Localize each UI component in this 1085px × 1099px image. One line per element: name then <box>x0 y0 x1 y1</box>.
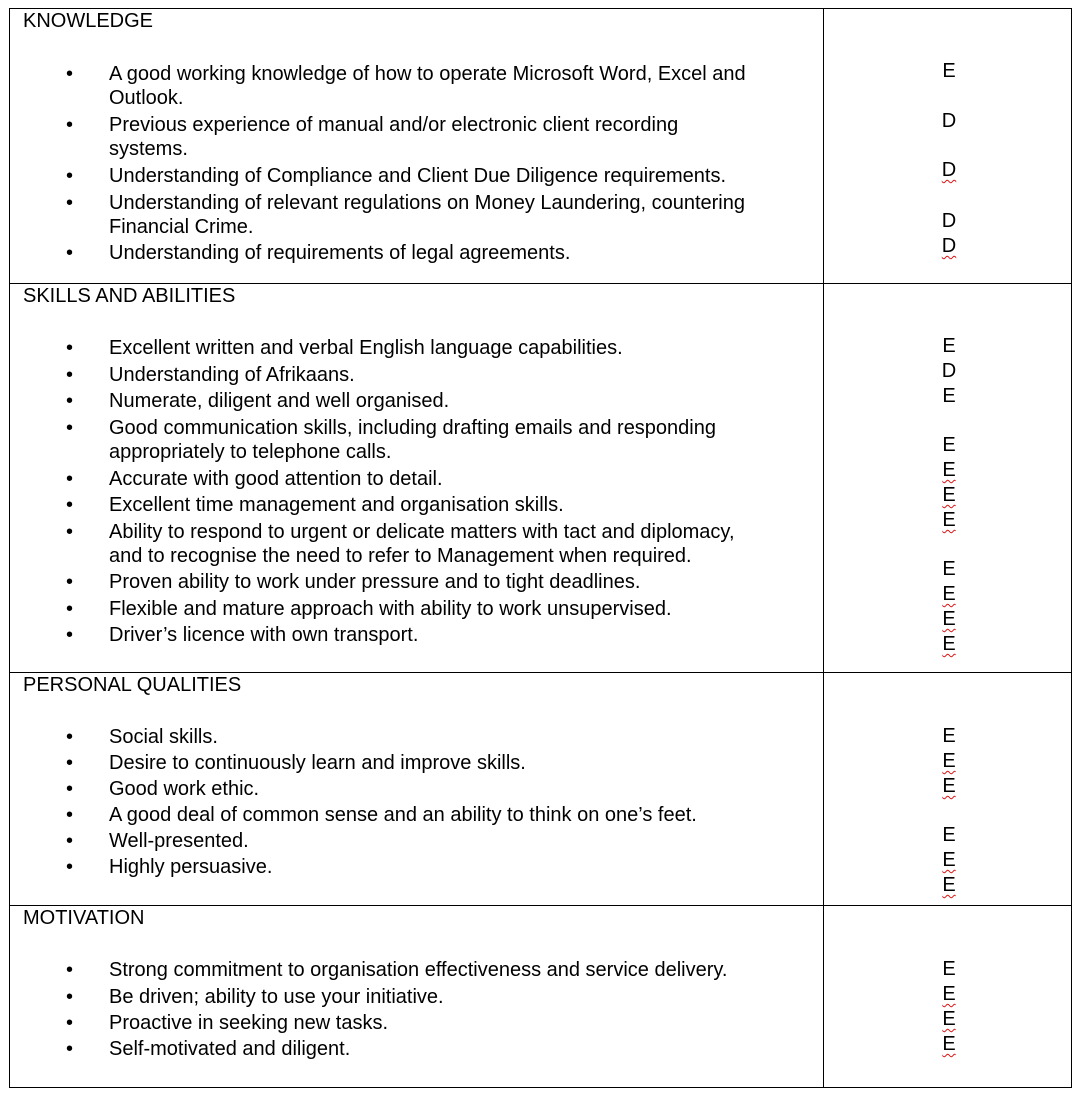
bullet-icon: • <box>66 165 74 187</box>
list-item-line: Financial Crime. <box>109 216 254 238</box>
bullet-icon: • <box>66 804 74 826</box>
list-item-line: Previous experience of manual and/or electronic client recording <box>109 114 679 136</box>
list-item-line: Well-presented. <box>109 830 249 852</box>
section-title: KNOWLEDGE <box>23 10 154 32</box>
bullet-icon: • <box>66 624 74 646</box>
bullet-icon: • <box>66 192 74 214</box>
requirement-code: E <box>942 775 956 797</box>
list-item-line: Numerate, diligent and well organised. <box>109 390 450 412</box>
list-item-line: Strong commitment to organisation effectiveness and service delivery. <box>109 959 728 981</box>
requirement-code: E <box>942 459 956 481</box>
bullet-icon: • <box>66 114 74 136</box>
bullet-icon: • <box>66 959 74 981</box>
list-item-line: Excellent time management and organisation skills. <box>109 494 564 516</box>
list-item-line: Proactive in seeking new tasks. <box>109 1012 389 1034</box>
list-item-line: Ability to respond to urgent or delicate matters with tact and diplomacy, <box>109 521 735 543</box>
requirement-code: E <box>942 633 956 655</box>
section-title: MOTIVATION <box>23 907 145 929</box>
requirement-code: E <box>942 335 956 357</box>
list-item-line: systems. <box>109 138 188 160</box>
requirement-code: E <box>942 434 956 456</box>
requirement-code: D <box>941 210 957 232</box>
bullet-icon: • <box>66 830 74 852</box>
requirement-code: D <box>941 110 957 132</box>
bullet-icon: • <box>66 598 74 620</box>
requirement-code: E <box>942 608 956 630</box>
section-title: SKILLS AND ABILITIES <box>23 285 236 307</box>
section-skills-and-abilities <box>9 283 1072 673</box>
requirement-code: E <box>942 60 956 82</box>
bullet-icon: • <box>66 1012 74 1034</box>
requirement-code: E <box>942 849 956 871</box>
list-item-line: Good work ethic. <box>109 778 260 800</box>
list-item-line: Desire to continuously learn and improve skills. <box>109 752 526 774</box>
bullet-icon: • <box>66 337 74 359</box>
bullet-icon: • <box>66 242 74 264</box>
list-item-line: A good working knowledge of how to operate Microsoft Word, Excel and <box>109 63 746 85</box>
list-item-line: Driver’s licence with own transport. <box>109 624 419 646</box>
requirement-code: E <box>942 725 956 747</box>
requirement-code: E <box>942 750 956 772</box>
list-item-line: Understanding of requirements of legal agreements. <box>109 242 571 264</box>
column-divider <box>823 673 824 906</box>
column-divider <box>823 284 824 673</box>
list-item-line: and to recognise the need to refer to Management when required. <box>109 545 692 567</box>
bullet-icon: • <box>66 726 74 748</box>
bullet-icon: • <box>66 856 74 878</box>
bullet-icon: • <box>66 468 74 490</box>
list-item-line: Be driven; ability to use your initiative. <box>109 986 444 1008</box>
requirement-code: E <box>942 583 956 605</box>
list-item-line: Outlook. <box>109 87 184 109</box>
bullet-icon: • <box>66 494 74 516</box>
requirement-code: E <box>942 1033 956 1055</box>
list-item-line: Understanding of Afrikaans. <box>109 364 355 386</box>
bullet-icon: • <box>66 571 74 593</box>
bullet-icon: • <box>66 390 74 412</box>
requirement-code: E <box>942 385 956 407</box>
list-item-line: Understanding of Compliance and Client Due Diligence requirements. <box>109 165 727 187</box>
requirement-code: D <box>941 360 957 382</box>
bullet-icon: • <box>66 986 74 1008</box>
list-item-line: Flexible and mature approach with ability to work unsupervised. <box>109 598 672 620</box>
bullet-icon: • <box>66 521 74 543</box>
requirement-code: E <box>942 1008 956 1030</box>
bullet-icon: • <box>66 778 74 800</box>
list-item-line: Understanding of relevant regulations on Money Laundering, countering <box>109 192 745 214</box>
bullet-icon: • <box>66 752 74 774</box>
requirement-code: E <box>942 509 956 531</box>
list-item-line: Accurate with good attention to detail. <box>109 468 443 490</box>
requirement-code: E <box>942 558 956 580</box>
bullet-icon: • <box>66 63 74 85</box>
list-item-line: Proven ability to work under pressure and to tight deadlines. <box>109 571 641 593</box>
list-item-line: Highly persuasive. <box>109 856 273 878</box>
section-knowledge <box>9 8 1072 284</box>
list-item-line: Self-motivated and diligent. <box>109 1038 351 1060</box>
list-item-line: A good deal of common sense and an ability to think on one’s feet. <box>109 804 697 826</box>
column-divider <box>823 9 824 284</box>
list-item-line: appropriately to telephone calls. <box>109 441 392 463</box>
requirement-code: E <box>942 824 956 846</box>
requirement-code: E <box>942 958 956 980</box>
section-motivation <box>9 905 1072 1088</box>
column-divider <box>823 906 824 1087</box>
bullet-icon: • <box>66 1038 74 1060</box>
requirement-code: D <box>941 235 957 257</box>
requirement-code: D <box>941 159 957 181</box>
list-item-line: Social skills. <box>109 726 218 748</box>
list-item-line: Good communication skills, including drafting emails and responding <box>109 417 716 439</box>
section-personal-qualities <box>9 672 1072 906</box>
list-item-line: Excellent written and verbal English language capabilities. <box>109 337 623 359</box>
requirement-code: E <box>942 874 956 896</box>
bullet-icon: • <box>66 417 74 439</box>
requirement-code: E <box>942 484 956 506</box>
section-title: PERSONAL QUALITIES <box>23 674 242 696</box>
bullet-icon: • <box>66 364 74 386</box>
requirement-code: E <box>942 983 956 1005</box>
